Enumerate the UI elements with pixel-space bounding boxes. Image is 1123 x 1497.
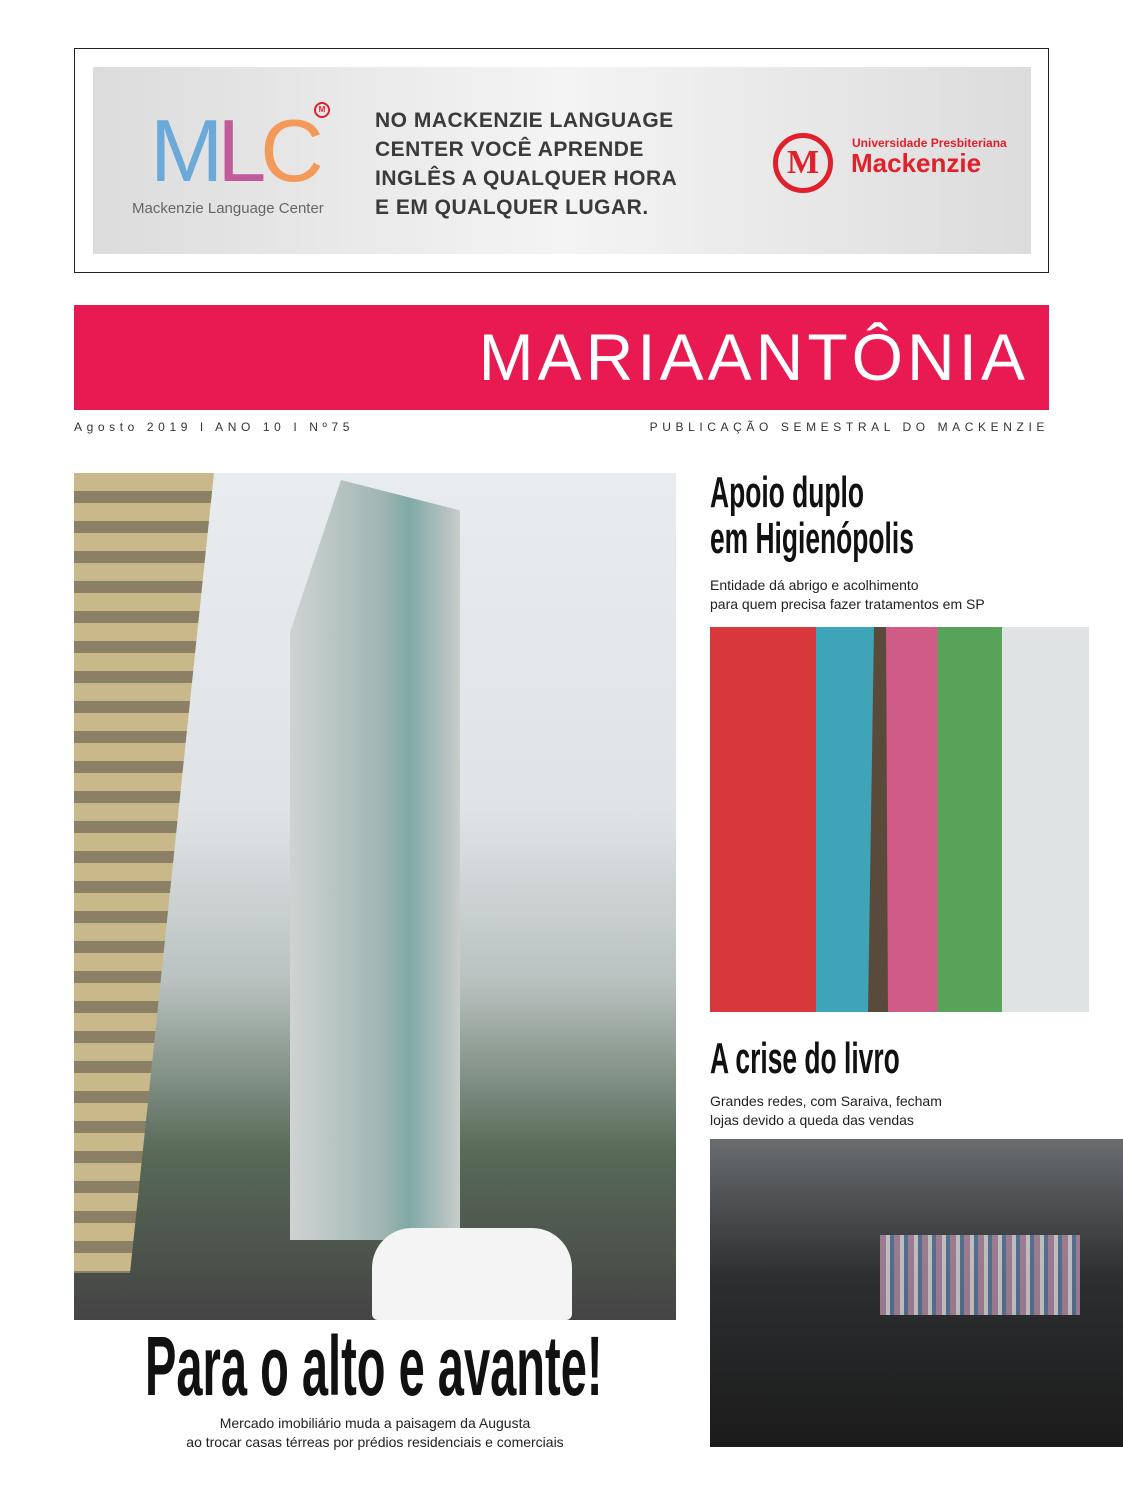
dek-line: lojas devido a queda das vendas (710, 1112, 914, 1128)
dek-line: Grandes redes, com Saraiva, fecham (710, 1093, 942, 1109)
dek-line: ao trocar casas térreas por prédios residenciais e comerciais (186, 1434, 564, 1450)
side-dek-2 (710, 1092, 942, 1130)
main-dek (74, 1414, 676, 1452)
university-name: Mackenzie (851, 148, 982, 178)
headline-line: Apoio duplo (710, 468, 864, 517)
ad-line: NO MACKENZIE LANGUAGE (375, 109, 674, 132)
main-headline[interactable]: Para o alto e avante! (145, 1319, 603, 1413)
university-top-text: Universidade Presbiteriana (852, 136, 1007, 150)
side-dek-1 (710, 576, 985, 614)
side-headline-2[interactable] (710, 1036, 900, 1082)
masthead (74, 305, 1049, 410)
mlc-subtitle: Mackenzie Language Center (132, 200, 324, 217)
dek-line: para quem precisa fazer tratamentos em SP (710, 596, 985, 612)
mlc-logo: MLC (150, 101, 318, 200)
ad-line: CENTER VOCÊ APRENDE (375, 138, 644, 161)
masthead-title: MARIAANTÔNIA (478, 320, 1029, 394)
dek-line: Mercado imobiliário muda a paisagem da Augusta (219, 1415, 531, 1431)
mackenzie-seal-icon: M (773, 133, 833, 193)
photo-tower (290, 480, 460, 1240)
ad-line: E EM QUALQUER LUGAR. (375, 196, 649, 219)
registered-mark-icon: M (314, 102, 330, 118)
photo-car (372, 1228, 572, 1320)
issue-info: Agosto 2019 I ANO 10 I Nº75 (74, 420, 355, 434)
side-headline-1[interactable] (710, 470, 914, 562)
ad-line: INGLÊS A QUALQUER HORA (375, 167, 678, 190)
ad-headline (375, 106, 677, 222)
photo-bookshelf (880, 1235, 1080, 1315)
side-story-1-photo[interactable] (710, 627, 1089, 1012)
headline-line: A crise do livro (710, 1034, 900, 1083)
headline-line: em Higienópolis (710, 514, 914, 563)
tagline: PUBLICAÇÃO SEMESTRAL DO MACKENZIE (649, 420, 1049, 434)
dek-line: Entidade dá abrigo e acolhimento (710, 577, 919, 593)
